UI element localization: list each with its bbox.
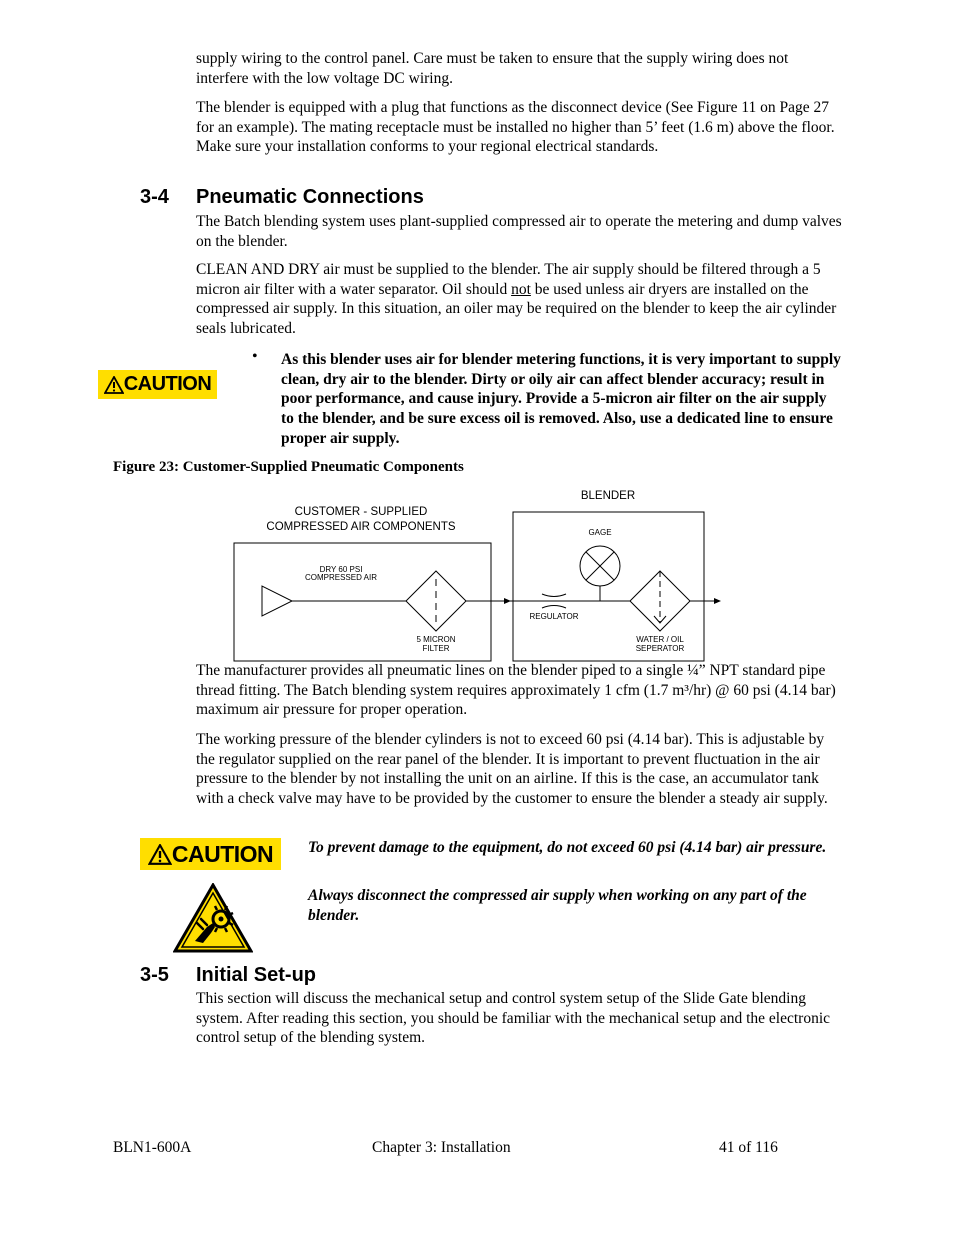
section-title: Initial Set-up	[196, 964, 316, 986]
pneumatic-paragraph-2: CLEAN AND DRY air must be supplied to the blender. The air supply should be filtered through a 5 micron air filter with a water separator. Oil should not be used unless air dryers are installed on the compressed air supply. In this situation, an oiler may be required on the blender to keep the air cylinder seals lubricated.	[196, 261, 837, 338]
regulator-symbol	[542, 594, 566, 597]
dry-air-line-1: DRY 60 PSI	[319, 565, 363, 574]
warning-triangle-icon	[104, 376, 124, 394]
pneumatic-diagram	[228, 482, 728, 666]
filter-label-line-1: 5 MICRON	[416, 635, 456, 644]
footer-page-number: 41 of 116	[719, 1139, 778, 1156]
pneumatic-paragraph-3: The manufacturer provides all pneumatic lines on the blender piped to a single ¼” NPT standard pipe thread fitting. The Batch blending system requires approximately 1 cfm (1.7 m³/hr) @ 60 psi (4.14 bar) maximum air pressure for proper operation.	[196, 662, 836, 719]
caution-text: As this blender uses air for blender metering functions, it is very important to supply clean, dry air to the blender. Dirty or oily air can affect blender accuracy; result in poor performance, and cause injury. Provide a 5-micron air filter on the air supply to the blender, and be sure excess oil is removed. Also, use a dedicated line to ensure proper air supply.	[281, 351, 841, 447]
gage-label: GAGE	[588, 528, 612, 537]
filter-label-line-2: FILTER	[422, 644, 450, 653]
underlined-not: not	[511, 280, 531, 298]
pneumatic-paragraph-1: The Batch blending system uses plant-supplied compressed air to operate the metering and dump valves on the blender.	[196, 213, 842, 250]
caution-badge: CAUTION	[98, 370, 217, 399]
pneumatic-paragraph-4: The working pressure of the blender cylinders is not to exceed 60 psi (4.14 bar). This is adjustable by the regulator supplied on the rear panel of the blender. It is important to prevent fluctuation in the air pressure to the blender by not installing the unit on an airline. If this is the case, an accumulator tank with a check valve may have to be provided by the customer to ensure the blender a steady air supply.	[196, 731, 828, 808]
footer-chapter: Chapter 3: Installation	[372, 1139, 511, 1156]
hand-entanglement-hazard-icon	[173, 883, 253, 953]
customer-title-line-1: CUSTOMER - SUPPLIED	[294, 506, 428, 518]
warning-triangle-icon	[148, 844, 172, 865]
figure-caption: Figure 23: Customer-Supplied Pneumatic Components	[113, 459, 464, 475]
section-title: Pneumatic Connections	[196, 186, 424, 208]
section-heading-3-5	[140, 964, 316, 987]
footer-doc-id: BLN1-600A	[113, 1139, 192, 1156]
air-source-symbol	[262, 586, 292, 616]
intro-paragraph-1: supply wiring to the control panel. Care must be taken to ensure that the supply wiring does not interfere with the low voltage DC wiring.	[196, 50, 789, 87]
warning-text-2: Always disconnect the compressed air supply when working on any part of the blender.	[308, 887, 807, 924]
dry-air-line-2: COMPRESSED AIR	[304, 573, 378, 582]
section-number: 3-4	[140, 186, 169, 208]
setup-paragraph-1: This section will discuss the mechanical setup and control system setup of the Slide Gate blending system. After reading this section, you should be familiar with the mechanical setup and the electronic control setup of the blending system.	[196, 990, 831, 1047]
separator-label-line-2: SEPERATOR	[635, 644, 685, 653]
bullet: •	[252, 348, 258, 365]
customer-title-line-2: COMPRESSED AIR COMPONENTS	[266, 521, 456, 533]
separator-label-line-1: WATER / OIL	[636, 635, 684, 644]
blender-title: BLENDER	[580, 490, 636, 502]
intro-paragraph-2: The blender is equipped with a plug that functions as the disconnect device (See Figure 11 on Page 27 for an example). The mating receptacle must be installed no higher than 5’ feet (1.6 m) above the floor. Make sure your installation conforms to your regional electrical standards.	[196, 99, 835, 156]
regulator-label: REGULATOR	[529, 612, 579, 621]
warning-text-1: To prevent damage to the equipment, do not exceed 60 psi (4.14 bar) air pressure.	[308, 839, 827, 856]
section-heading-3-4	[140, 186, 424, 209]
caution-badge-2: CAUTION	[140, 838, 281, 870]
section-number: 3-5	[140, 964, 169, 986]
